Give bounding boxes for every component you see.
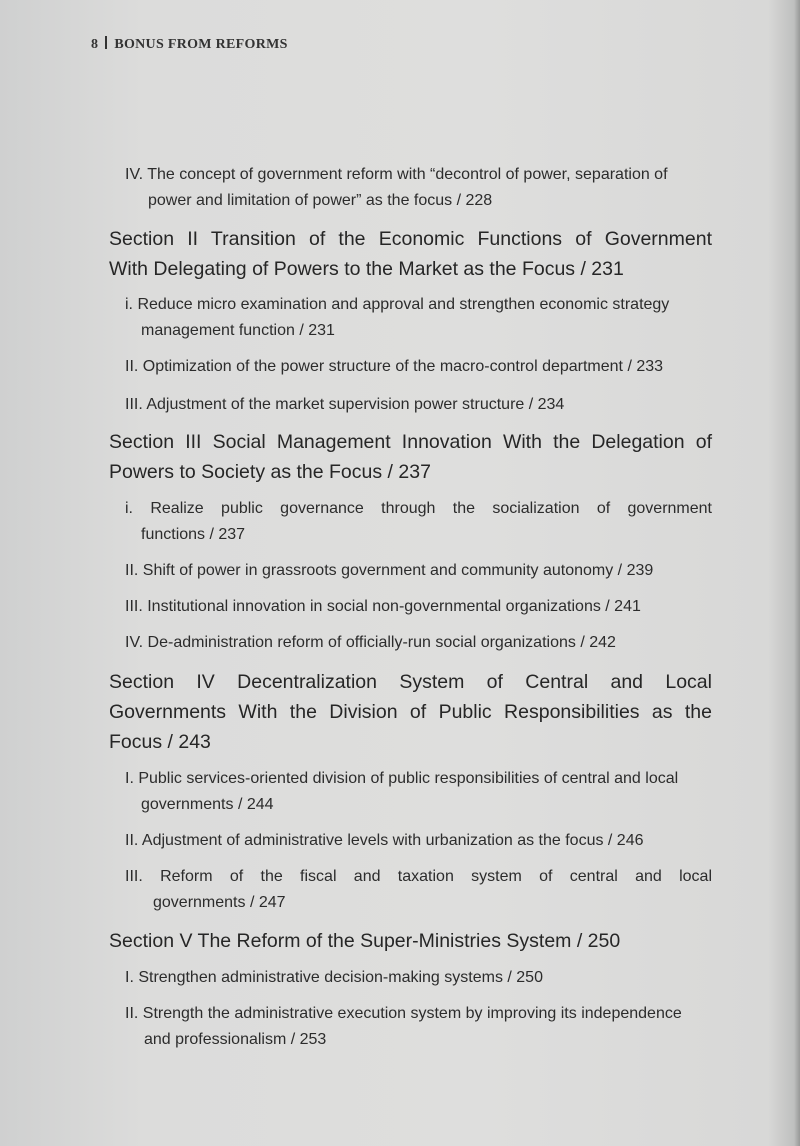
toc-entry: II. Optimization of the power structure of the macro-control department / 233: [125, 358, 664, 375]
toc-entry: IV. The concept of government reform with “decontrol of power, separation of power and limitation of power” as the focus / 228: [125, 166, 668, 209]
toc-entry: I. Public services-oriented division of public responsibilities of central and local governments / 244: [125, 770, 679, 813]
section-heading: Section IV Decentralization System of Central and Local Governments With the Division of Public Responsibilities as the Focus / 243: [109, 671, 712, 753]
toc-entry: i. Realize public governance through the socialization of government functions / 237: [125, 500, 712, 543]
section-heading: Section II Transition of the Economic Functions of Government With Delegating of Powers to the Market as the Focus / 231: [109, 228, 712, 280]
page-edge-shadow: [794, 0, 800, 1146]
toc-entry: III. Reform of the fiscal and taxation system of central and local governments / 247: [125, 868, 712, 911]
toc-entry: i. Reduce micro examination and approval and strengthen economic strategy management function / 231: [125, 296, 670, 339]
section-heading: Section III Social Management Innovation With the Delegation of Powers to Society as the Focus / 237: [109, 431, 712, 483]
header-divider: [105, 36, 107, 49]
running-header: [91, 36, 288, 53]
toc-entry: IV. De-administration reform of officially-run social organizations / 242: [125, 634, 616, 651]
toc-entry: I. Strengthen administrative decision-making systems / 250: [125, 969, 543, 986]
section-heading: Section V The Reform of the Super-Ministries System / 250: [109, 930, 621, 952]
toc-entry: II. Adjustment of administrative levels with urbanization as the focus / 246: [125, 832, 644, 849]
toc-entry: III. Institutional innovation in social non-governmental organizations / 241: [125, 598, 641, 615]
running-title: BONUS FROM REFORMS: [114, 37, 288, 52]
toc-entry: II. Shift of power in grassroots government and community autonomy / 239: [125, 562, 654, 579]
page-number: 8: [91, 37, 99, 52]
toc-entry: II. Strength the administrative execution system by improving its independence and professionalism / 253: [125, 1005, 682, 1048]
toc-entry: III. Adjustment of the market supervision power structure / 234: [125, 396, 565, 413]
